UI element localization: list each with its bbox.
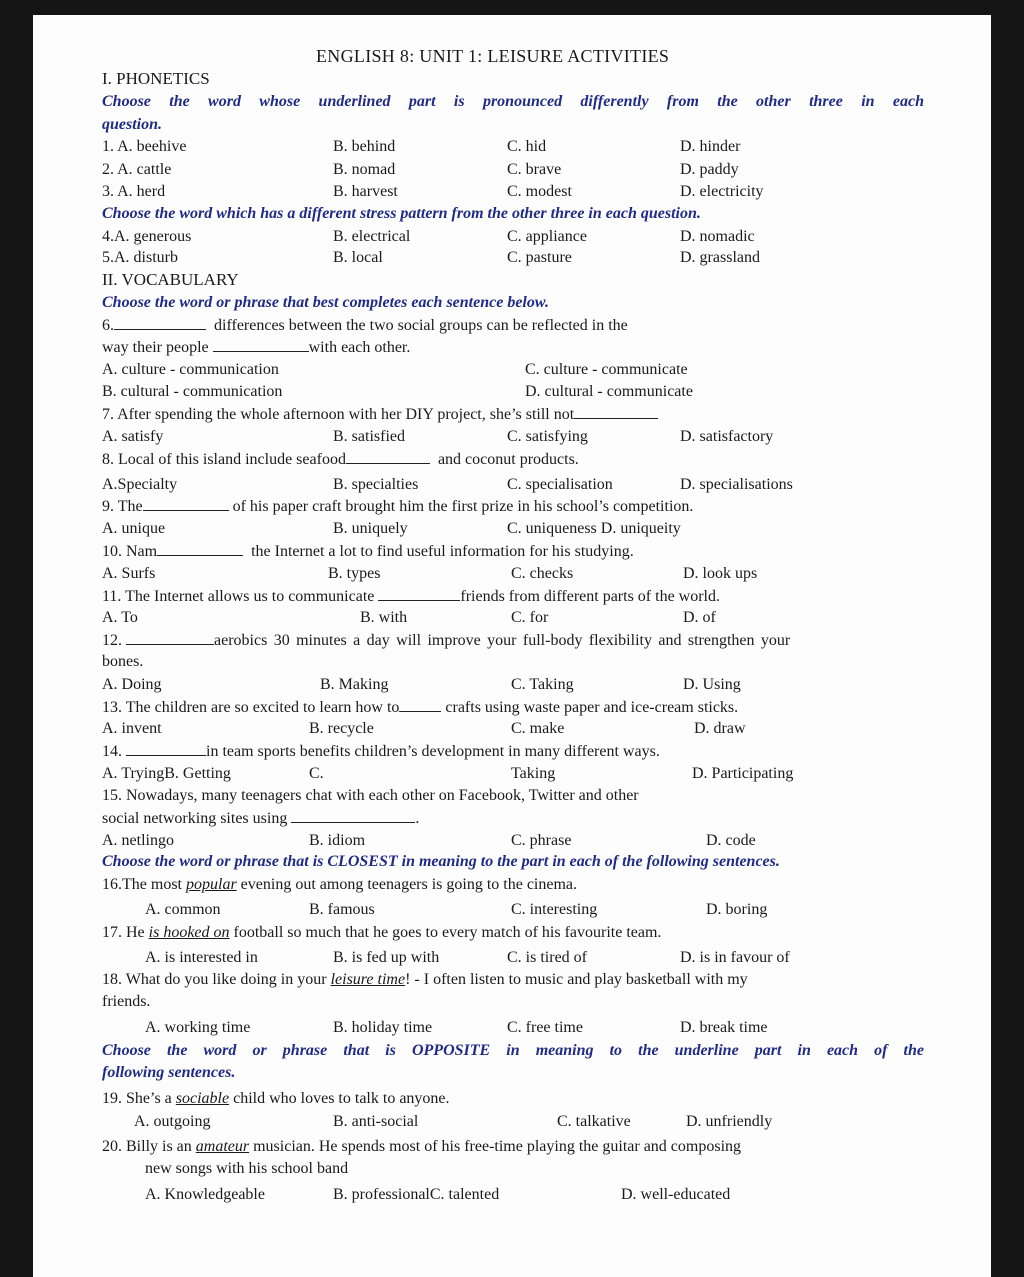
q2-option-b: B. nomad bbox=[333, 161, 396, 178]
q19-underlined: sociable bbox=[175, 1090, 230, 1107]
q11-text2: friends from different parts of the world. bbox=[460, 588, 720, 605]
q15-stem-line2 bbox=[102, 809, 419, 828]
q18-option-c: C. free time bbox=[507, 1019, 583, 1036]
q17-text-pre: 17. He bbox=[102, 924, 149, 941]
q15-text2: social networking sites using bbox=[102, 810, 288, 827]
q6-option-b: B. cultural - communication bbox=[102, 383, 283, 400]
q2-option-c: C. brave bbox=[507, 161, 562, 178]
q14-text: in team sports benefits children’s development in many different ways. bbox=[206, 743, 660, 760]
q11-blank bbox=[378, 587, 460, 601]
q11-option-a: A. To bbox=[102, 609, 138, 626]
q15-option-d: D. code bbox=[706, 832, 756, 849]
q17-text-post: football so much that he goes to every match of his favourite team. bbox=[229, 924, 662, 941]
q11-stem bbox=[102, 587, 720, 606]
q11-option-c: C. for bbox=[511, 609, 549, 626]
q11-text: 11. The Internet allows us to communicate bbox=[102, 588, 375, 605]
q10-blank bbox=[157, 542, 243, 556]
q8-option-d: D. specialisations bbox=[680, 476, 793, 493]
q12-number: 12. bbox=[102, 632, 122, 649]
q14-option-c: Taking bbox=[511, 765, 556, 782]
q6-option-d: D. cultural - communicate bbox=[525, 383, 693, 400]
q9-text2: of his paper craft brought him the first prize in his school’s competition. bbox=[232, 498, 694, 515]
q16-option-b: B. famous bbox=[309, 901, 375, 918]
q8-option-b: B. specialties bbox=[333, 476, 419, 493]
q5-option-d: D. grassland bbox=[680, 249, 760, 266]
q18-text-post: ! - I often listen to music and play basketball with my bbox=[405, 971, 748, 988]
q4-option-c: C. appliance bbox=[507, 228, 587, 245]
q8-option-a: A.Specialty bbox=[102, 476, 178, 493]
q17-option-d: D. is in favour of bbox=[680, 949, 790, 966]
q4-option-b: B. electrical bbox=[333, 228, 411, 245]
q12-blank bbox=[126, 631, 214, 645]
q15-option-b: B. idiom bbox=[309, 832, 366, 849]
q6-number: 6. bbox=[102, 317, 114, 334]
q7-option-b: B. satisfied bbox=[333, 428, 405, 445]
q14-option-d: D. Participating bbox=[692, 765, 794, 782]
q13-text2: crafts using waste paper and ice-cream sticks. bbox=[445, 699, 739, 716]
q7-text: 7. After spending the whole afternoon with her DIY project, she’s still not bbox=[102, 406, 575, 423]
q11-option-d: D. of bbox=[683, 609, 716, 626]
q5-option-c: C. pasture bbox=[507, 249, 572, 266]
q12-stem-cont: bones. bbox=[102, 653, 144, 670]
q20-text-pre: 20. Billy is an bbox=[102, 1138, 196, 1155]
q8-option-c: C. specialisation bbox=[507, 476, 613, 493]
instruction-closest-meaning: Choose the word or phrase that is CLOSEST in meaning to the part in each of the following sentences. bbox=[102, 853, 780, 870]
q6-stem-line2 bbox=[102, 338, 410, 357]
q10-text2: the Internet a lot to find useful information for his studying. bbox=[251, 543, 634, 560]
q15-blank bbox=[291, 809, 415, 823]
q8-text2: and coconut products. bbox=[437, 451, 579, 468]
q3-option-d: D. electricity bbox=[680, 183, 764, 200]
q20-stem bbox=[102, 1138, 741, 1156]
q16-option-d: D. boring bbox=[706, 901, 768, 918]
q6-text2a: way their people bbox=[102, 339, 209, 356]
q17-stem bbox=[102, 924, 661, 942]
q17-underlined: is hooked on bbox=[148, 924, 230, 941]
instruction-vocabulary: Choose the word or phrase that best completes each sentence below. bbox=[102, 294, 549, 311]
q7-option-a: A. satisfy bbox=[102, 428, 164, 445]
q14-blank bbox=[126, 742, 206, 756]
q6-blank-2 bbox=[213, 338, 309, 352]
q5-option-b: B. local bbox=[333, 249, 383, 266]
q20-text-post: musician. He spends most of his free-time playing the guitar and composing bbox=[249, 1138, 742, 1155]
q15-stem: 15. Nowadays, many teenagers chat with each other on Facebook, Twitter and other bbox=[102, 787, 639, 804]
q8-text: 8. Local of this island include seafood bbox=[102, 451, 346, 468]
q19-text-pre: 19. She’s a bbox=[102, 1090, 176, 1107]
q20-option-a: A. Knowledgeable bbox=[145, 1186, 265, 1203]
q16-option-a: A. common bbox=[145, 901, 221, 918]
q13-option-c: C. make bbox=[511, 720, 565, 737]
q3-option-a: 3. A. herd bbox=[102, 183, 166, 200]
q19-text-post: child who loves to talk to anyone. bbox=[229, 1090, 450, 1107]
q10-option-b: B. types bbox=[328, 565, 381, 582]
q12-text: aerobics 30 minutes a day will improve your full-body flexibility and strengthen your bbox=[214, 632, 791, 649]
q18-text-pre: 18. What do you like doing in your bbox=[102, 971, 331, 988]
q12-option-b: B. Making bbox=[320, 676, 389, 693]
q7-option-c: C. satisfying bbox=[507, 428, 588, 445]
q18-stem bbox=[102, 971, 748, 989]
page-title: ENGLISH 8: UNIT 1: LEISURE ACTIVITIES bbox=[316, 46, 670, 66]
q7-option-d: D. satisfactory bbox=[680, 428, 774, 445]
q1-option-b: B. behind bbox=[333, 138, 396, 155]
q2-option-a: 2. A. cattle bbox=[102, 161, 172, 178]
q12-option-a: A. Doing bbox=[102, 676, 162, 693]
q7-blank bbox=[574, 405, 658, 419]
q16-option-c: C. interesting bbox=[511, 901, 598, 918]
q16-underlined: popular bbox=[186, 876, 237, 893]
q16-text-post: evening out among teenagers is going to the cinema. bbox=[236, 876, 578, 893]
q9-option-b: B. uniquely bbox=[333, 520, 408, 537]
q13-option-b: B. recycle bbox=[309, 720, 374, 737]
q6-option-a: A. culture - communication bbox=[102, 361, 279, 378]
q9-stem bbox=[102, 497, 693, 516]
q14-option-a-b: A. TryingB. Getting bbox=[102, 765, 231, 782]
q10-option-d: D. look ups bbox=[683, 565, 758, 582]
q15-option-a: A. netlingo bbox=[102, 832, 174, 849]
q16-stem bbox=[102, 876, 577, 894]
q14-stem bbox=[102, 742, 660, 761]
instruction-opposite-meaning: Choose the word or phrase that is OPPOSITE in meaning to the underline part in each of the bbox=[102, 1042, 924, 1059]
q20-option-d: D. well-educated bbox=[621, 1186, 731, 1203]
q6-option-c: C. culture - communicate bbox=[525, 361, 688, 378]
q14-option-c-label: C. bbox=[309, 765, 324, 782]
q9-blank bbox=[143, 497, 229, 511]
q9-option-c-d: C. uniqueness D. uniqueity bbox=[507, 520, 681, 537]
q10-text: 10. Nam bbox=[102, 543, 158, 560]
q18-option-d: D. break time bbox=[680, 1019, 768, 1036]
q13-stem bbox=[102, 698, 738, 717]
q8-stem bbox=[102, 450, 579, 469]
q18-stem-cont: friends. bbox=[102, 993, 151, 1010]
q18-option-b: B. holiday time bbox=[333, 1019, 433, 1036]
q17-option-a: A. is interested in bbox=[145, 949, 258, 966]
q10-option-a: A. Surfs bbox=[102, 565, 156, 582]
q9-text: 9. The bbox=[102, 498, 143, 515]
q13-text: 13. The children are so excited to learn how to bbox=[102, 699, 400, 716]
q18-underlined: leisure time bbox=[330, 971, 406, 988]
q19-stem bbox=[102, 1090, 450, 1108]
q12-option-c: C. Taking bbox=[511, 676, 574, 693]
q4-option-a: 4.A. generous bbox=[102, 228, 192, 245]
q1-option-a: 1. A. beehive bbox=[102, 138, 187, 155]
q20-option-b-c: B. professionalC. talented bbox=[333, 1186, 500, 1203]
q6-blank-1 bbox=[114, 316, 206, 330]
q11-option-b: B. with bbox=[360, 609, 408, 626]
q20-underlined: amateur bbox=[195, 1138, 250, 1155]
q15-option-c: C. phrase bbox=[511, 832, 572, 849]
q6-text2b: with each other. bbox=[308, 339, 411, 356]
instruction-opposite-meaning-cont: following sentences. bbox=[102, 1064, 236, 1081]
instruction-phonetics-cont: question. bbox=[102, 116, 163, 133]
q19-option-d: D. unfriendly bbox=[686, 1113, 773, 1130]
q10-option-c: C. checks bbox=[511, 565, 574, 582]
q3-option-b: B. harvest bbox=[333, 183, 398, 200]
q4-option-d: D. nomadic bbox=[680, 228, 755, 245]
q18-option-a: A. working time bbox=[145, 1019, 251, 1036]
q19-option-c: C. talkative bbox=[557, 1113, 631, 1130]
q7-stem bbox=[102, 405, 658, 424]
q17-option-c: C. is tired of bbox=[507, 949, 587, 966]
q12-stem bbox=[102, 631, 922, 650]
q15-text3: . bbox=[415, 810, 420, 827]
q8-blank bbox=[346, 450, 430, 464]
q12-option-d: D. Using bbox=[683, 676, 741, 693]
q14-number: 14. bbox=[102, 743, 122, 760]
q5-option-a: 5.A. disturb bbox=[102, 249, 178, 266]
q6-text: differences between the two social groups can be reflected in the bbox=[214, 317, 628, 334]
q2-option-d: D. paddy bbox=[680, 161, 739, 178]
q9-option-a: A. unique bbox=[102, 520, 166, 537]
q13-option-d: D. draw bbox=[694, 720, 746, 737]
section-vocabulary-heading: II. VOCABULARY bbox=[102, 270, 239, 289]
q10-stem bbox=[102, 542, 634, 561]
instruction-phonetics: Choose the word whose underlined part is pronounced differently from the other three in each bbox=[102, 93, 924, 110]
q1-option-c: C. hid bbox=[507, 138, 547, 155]
q16-text-pre: 16.The most bbox=[102, 876, 186, 893]
q19-option-a: A. outgoing bbox=[134, 1113, 211, 1130]
q1-option-d: D. hinder bbox=[680, 138, 741, 155]
instruction-stress: Choose the word which has a different stress pattern from the other three in each question. bbox=[102, 205, 701, 222]
q3-option-c: C. modest bbox=[507, 183, 572, 200]
q17-option-b: B. is fed up with bbox=[333, 949, 440, 966]
q6-stem bbox=[102, 316, 628, 335]
section-phonetics-heading: I. PHONETICS bbox=[102, 69, 210, 88]
q13-blank bbox=[399, 698, 441, 712]
q19-option-b: B. anti-social bbox=[333, 1113, 419, 1130]
q13-option-a: A. invent bbox=[102, 720, 162, 737]
q20-stem-cont: new songs with his school band bbox=[145, 1160, 349, 1177]
